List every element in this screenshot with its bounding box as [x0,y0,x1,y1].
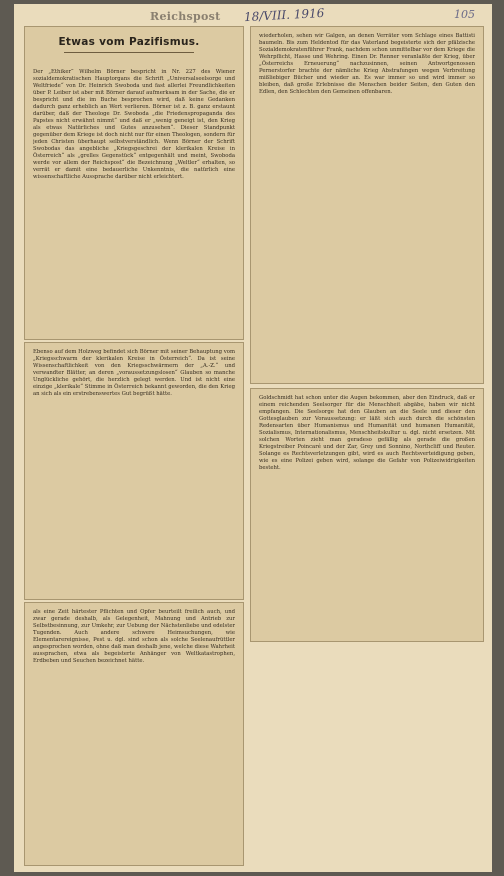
left-column-third-text: als eine Zeit härtester Pflichten und Opfer beurteilt freilich auch, und zwar gerade deshalb, als Gelegenheit, Mahnung und Antrieb zur Selbstbesinnung, zur Umkehr, zur Uebung der Nächstenliebe und edelster Tugenden. Auch andere schwere Heimsuchungen, wie Elementarereignisse, Pest u. dgl. sind schon als solche Seelenaufrüttler angesprochen worden, ohne daß man deshalb jene, welche diese Wahrheit aussprachen, etwa als begeisterte Anhänger von Weltkatastrophen, Erdbeben und Seuchen bezeichnet hätte. [33,609,235,664]
handwritten-page-number: 105 [454,8,475,21]
clipping-right-top [250,26,484,384]
clipping-left-top [24,26,244,340]
left-column-top-text: Der „Ethiker“ Wilhelm Börner bespricht in Nr. 227 des Wiener sozialdemokratischen Hauptorgans die Schrift „Universalseelsorge und Weltfriede“ von Dr. Heinrich Swoboda und fast allerlei Freundlichkeiten über P. Leiber ist aber mit Börner darauf aufmerksam in der Sache, die er bespricht und die im Buche besprochen wird, daß keine Gedanken dadurch ganz erheblich an Wert verlieren. Börner ist z. B. ganz erstaunt darüber, daß der Theologe Dr. Swoboda „die Friedenspropaganda des Papstes nicht erwähnt nimmt“ und daß er „wenig geneigt ist, den Krieg als etwas Natürliches und Gutes anzusehen“. Dieser Standpunkt gegenüber dem Kriege ist doch nicht nur für einen Theologen, sondern für jeden Christen überhaupt selbstverständlich. Wenn Börner der Schrift Swobodas das angebliche „Kriegsgeschrei der klerikalen Kreise in Österreich“ als „grelles Gegenstück“ entgegenhält und meint, Swoboda werde vor allem der Reichspost“ die Bezeichnung „Weltler“ erhalten, so verrät er damit eine bedauerliche Unkenntnis, die natürlich eine wissenschaftliche Aussprache darüber nicht erleichtert. [33,69,235,180]
masthead: Reichspost [150,10,221,23]
left-column-bottom-text: Ebenso auf dem Holzweg befindet sich Börner mit seiner Behauptung vom „Kriegsschwarm der klerikalen Kreise in Österreich“. Da ist seine Wissenschaftlichkeit von den Kriegsschwärmern der „A.-Z.“ und verwandter Blätter, an deren „voraussetzungslosen“ Glauben so manche Unglückliche gehört, die herzlich gelegt werden. Und ist nicht eine einzige „klerikale“ Stimme in Österreich bekannt geworden, die den Krieg an sich als ein erstrebenswertes Gut begrüßt hätte. [33,349,235,397]
article-title: Etwas vom Pazifismus. [58,36,200,48]
clipping-left-bottom [24,602,244,866]
clipping-right-bottom [250,388,484,642]
newspaper-page [14,4,492,872]
handwritten-date: 18/VIII. 1916 [243,5,325,25]
clipping-left-middle [24,342,244,600]
right-column-bottom-text: Goldschmidt hat schon unter die Augen bekommen, aber den Eindruck, daß er einem reichenden Seelsorger für die Menschheit abgäbe, haben wir nicht empfangen. Die Seelsorge hat den Glauben an die Seele und dieser den Gottesglauben zur Voraussetzung: er läßt sich auch durch die schönsten Redensarten über Humanismus und Humanität und humanen Humanität, Sozialismus, Internationalismus, Menschheitskultur u. dgl. nicht ersetzen. Mit solchen Worten zieht man geradeso gefällig als gerade die großen Kriegstreiber Poincaré und der Zar, Grey und Sonnino, Northcliff und Reuter. Solange es Rechtsverletzungen gibt, wird es auch Rechtsverteidigung geben, wie es eine Polizei geben wird, solange die Gefahr von Polizeiwidrigkeiten besteht. [259,395,475,471]
title-underline [64,52,194,53]
right-column-top-text: wiederholen, sehen wir Galgen, an denen Verräter vom Schlage eines Battisti baumeln. Bis zum Heldentod für das Vaterland begeisterte sich der pfälzische Sozialdemokratenführer Frank, nachdem schon unmittelbar vor dem Kriege die Wehrpflicht, Hasse und Wehring. Einen Dr. Renner veranlaßte der Krieg, über „Österreichs Erneuerung“ nachzusinnen, seinen Antwortgenossen Pernerstorfer brachte der nämliche Krieg Abstrafungen wegen Verbreitung mißliebiger Bücher und wieder an. Es war immer so und wird immer so bleiben, daß große Erlebnisse die Menschen beider Seiten, den Guten den Edlen, den Schlechten den Gemeinen offenbaren. [259,33,475,95]
